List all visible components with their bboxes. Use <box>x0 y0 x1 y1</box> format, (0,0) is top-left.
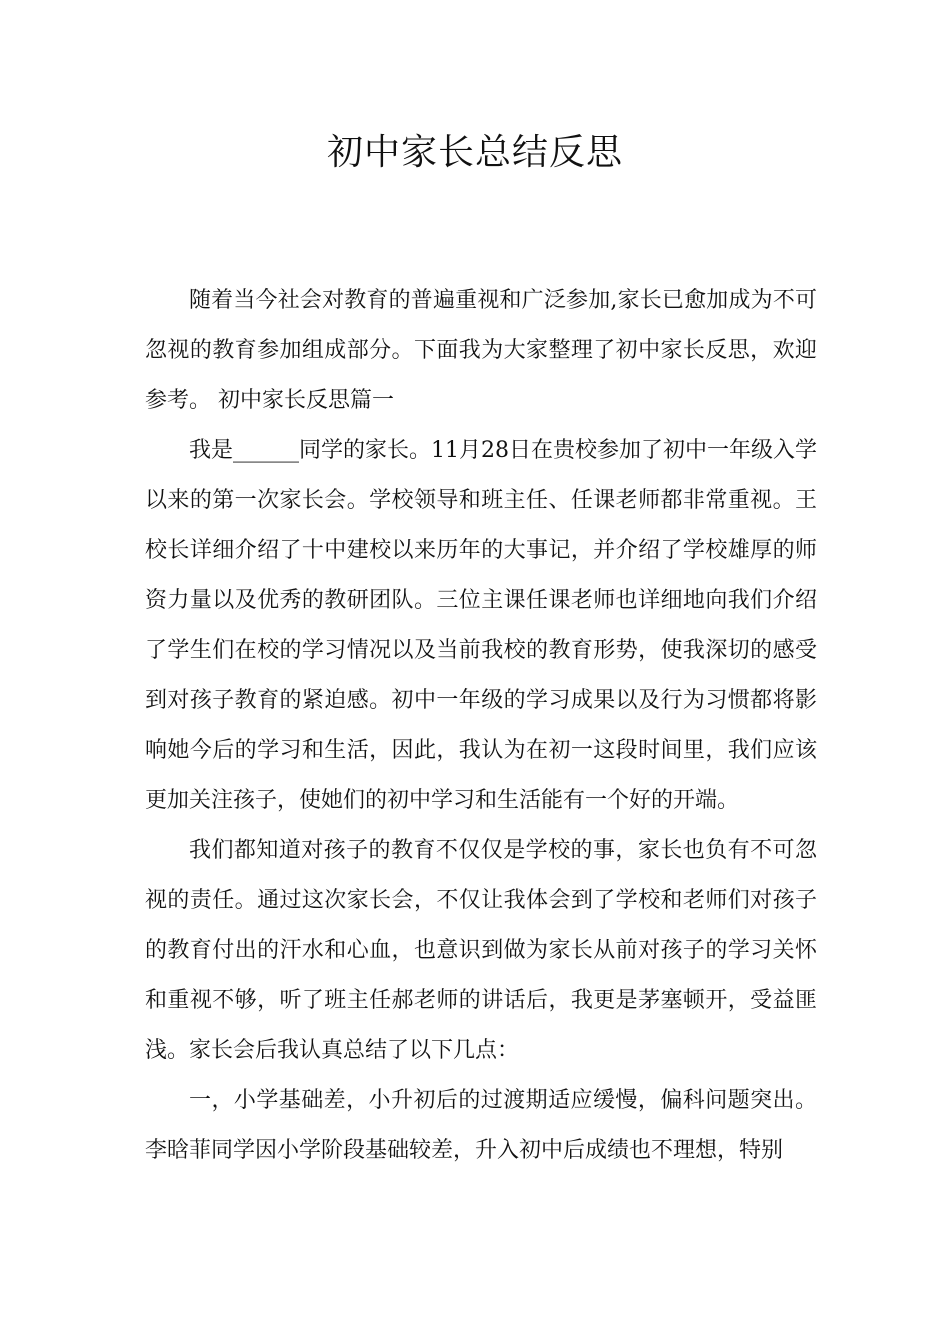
document-title: 初中家长总结反思 <box>326 132 623 173</box>
paragraph-parent-meeting: 我是______同学的家长。11月28日在贵校参加了初中一年级入学以来的第一次家长会。学校领导和班主任、任课老师都非常重视。王校长详细介绍了十中建校以来历年的大事记，并介绍了学校雄厚的师资力量以及优秀的教研团队。三位主课任课老师也详细地向我们介绍了学生们在校的学习情况以及当前我校的教育形势，使我深切的感受到对孩子教育的紧迫感。初中一年级的学习成果以及行为习惯都将影响她今后的学习和生活，因此，我认为在初一这段时间里，我们应该更加关注孩子，使她们的初中学习和生活能有一个好的开端。 <box>145 438 817 813</box>
paragraph-intro: 随着当今社会对教育的普遍重视和广泛参加,家长已愈加成为不可忽视的教育参加组成部分。下面我为大家整理了初中家长反思，欢迎参考。 初中家长反思篇一 <box>145 288 817 413</box>
document-body <box>145 276 817 1176</box>
paragraph-point-one: 一，小学基础差，小升初后的过渡期适应缓慢，偏科问题突出。李晗菲同学因小学阶段基础较差，升入初中后成绩也不理想，特别 <box>145 1088 817 1163</box>
paragraph-responsibility: 我们都知道对孩子的教育不仅仅是学校的事，家长也负有不可忽视的责任。通过这次家长会，不仅让我体会到了学校和老师们对孩子的教育付出的汗水和心血，也意识到做为家长从前对孩子的学习关怀和重视不够，听了班主任郝老师的讲话后，我更是茅塞顿开，受益匪浅。家长会后我认真总结了以下几点： <box>145 838 817 1063</box>
